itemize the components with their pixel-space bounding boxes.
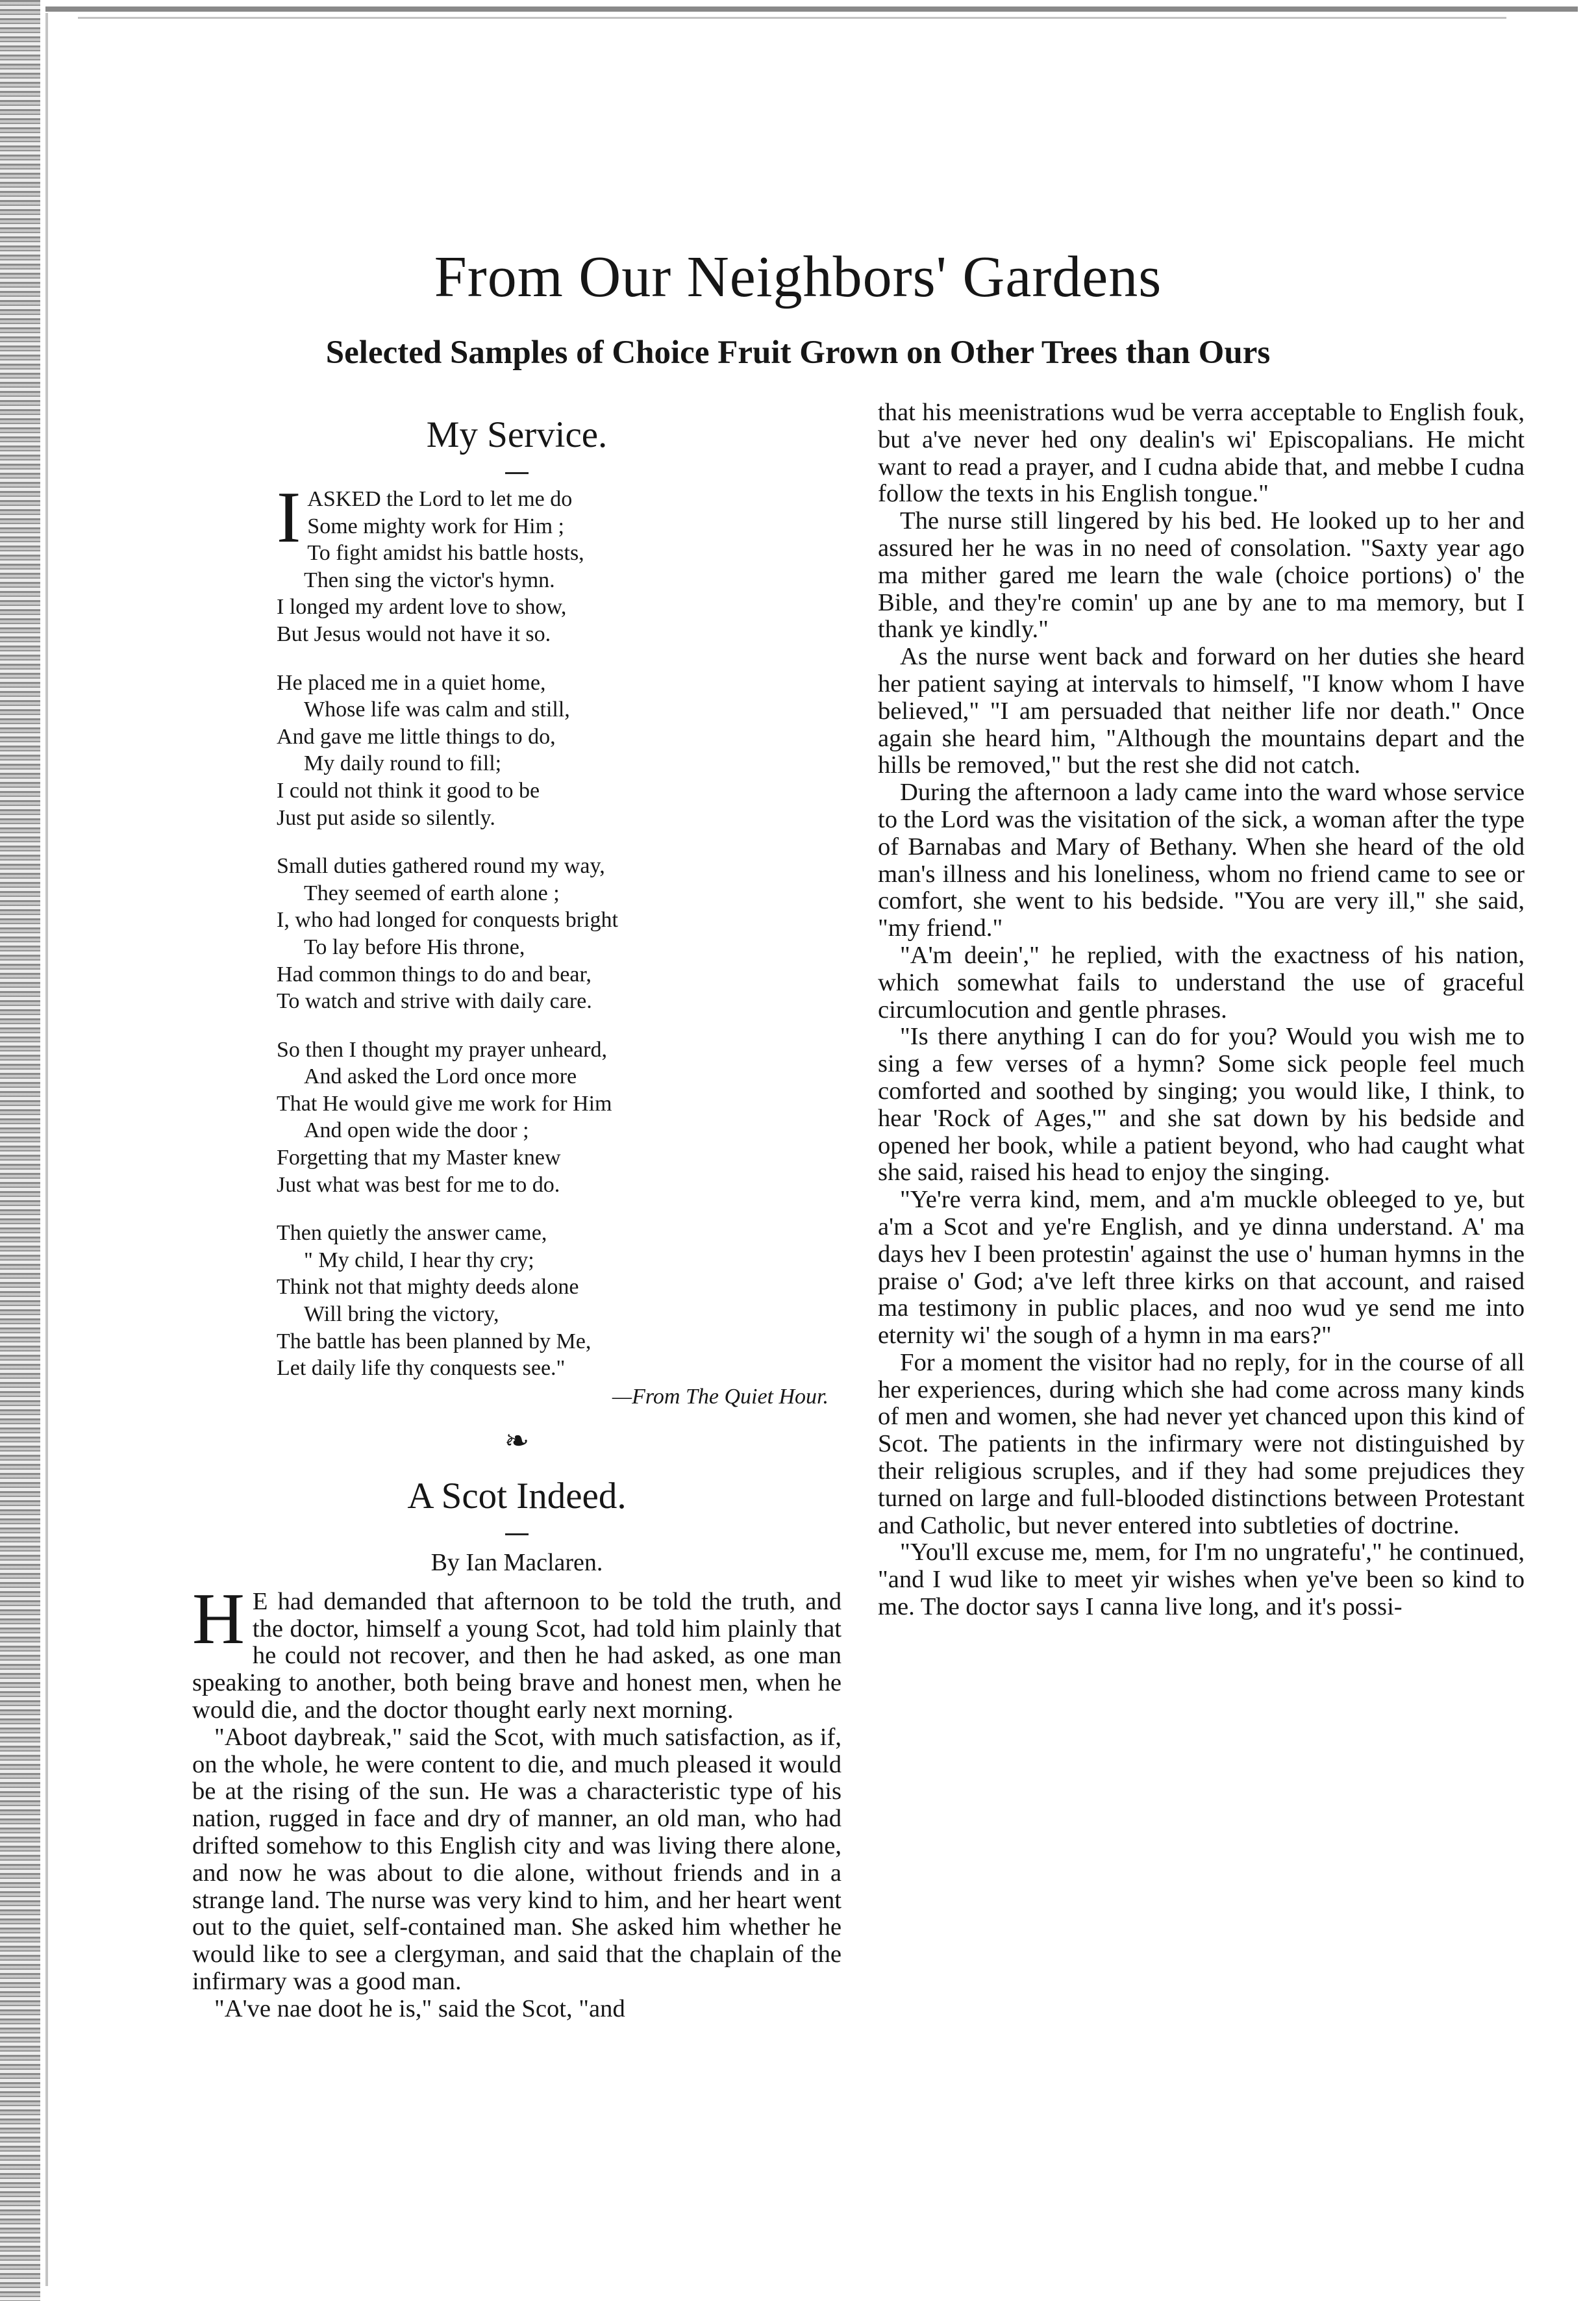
- article-paragraph: "You'll excuse me, mem, for I'm no ungratefu'," he continued, "and I wud like to meet yir wishes when ye've been so kind to me. The doctor says I canna live long, and it's possi-: [878, 1539, 1525, 1621]
- article-byline: By Ian Maclaren.: [430, 1548, 603, 1576]
- poem-line: Whose life was calm and still,: [304, 698, 570, 722]
- article-paragraph: During the afternoon a lady came into the ward whose service to the Lord was the visitation of the sick, a woman after the type of Barnabas and Mary of Bethany. When she heard of the old man's illness and his loneliness, whom no friend came to see or comfort, she went to his bedside. "You are very ill," she said, "my friend.": [878, 779, 1525, 942]
- poem-line: So then I thought my prayer unheard,: [277, 1037, 607, 1062]
- heading-rule: [505, 472, 529, 474]
- poem-line: But Jesus would not have it so.: [277, 622, 551, 646]
- poem-line: Let daily life thy conquests see.": [277, 1356, 566, 1381]
- article-heading: A Scot Indeed.: [407, 1475, 627, 1516]
- poem-line: And open wide the door ;: [304, 1118, 529, 1143]
- heading-rule: [505, 1533, 529, 1535]
- poem-line: He placed me in a quiet home,: [277, 670, 546, 695]
- poem-line: They seemed of earth alone ;: [304, 881, 560, 905]
- right-column: [878, 399, 1525, 1621]
- poem-stanza: [277, 670, 842, 832]
- article-paragraph: "Ye're verra kind, mem, and a'm muckle obleeged to ye, but a'm a Scot and ye're English, and ye dinna understand. A' ma days hev I been protestin' against the use o' human hymns in the praise o' God; a've left three kirks on that account, and raised ma testimony in public places, and noo wud ye send me into eternity wi' the sough of a hymn in ma ears?": [878, 1186, 1525, 1350]
- poem-line: Just what was best for me to do.: [277, 1172, 560, 1197]
- poem-line: To watch and strive with daily care.: [277, 989, 592, 1014]
- poem-line: IASKED the Lord to let me do: [277, 477, 573, 558]
- poem-line: That He would give me work for Him: [277, 1091, 612, 1116]
- poem-stanza: [277, 477, 842, 648]
- page-subtitle: Selected Samples of Choice Fruit Grown on Other Trees than Ours: [325, 334, 1271, 371]
- poem-line: I could not think it good to be: [277, 778, 540, 803]
- poem-stanza: [277, 1037, 842, 1199]
- poem-line: To lay before His throne,: [304, 935, 525, 959]
- article-paragraph: "Is there anything I can do for you? Would you wish me to sing a few verses of a hymn? Some sick people feel much comforted and soothed by singing; you would like, I think, to hear 'Rock of Ages,'" and she sat down by his bedside and opened her book, while a patient beyond, who had caught what she said, raised his head to enjoy the singing.: [878, 1023, 1525, 1187]
- poem-line: Small duties gathered round my way,: [277, 854, 605, 879]
- poem-attribution: —From The Quiet Hour.: [612, 1384, 829, 1409]
- poem-line: Had common things to do and bear,: [277, 962, 592, 987]
- poem-line: To fight amidst his battle hosts,: [307, 541, 584, 566]
- poem-line: My daily round to fill;: [304, 751, 502, 776]
- poem-line: Think not that mighty deeds alone: [277, 1275, 579, 1300]
- article-paragraph: "Aboot daybreak," said the Scot, with much satisfaction, as if, on the whole, he were content to die, and much pleased it would be at the rising of the sun. He was a characteristic type of his nation, rugged in face and dry of manner, an old man, who had drifted somehow to this English city and was living there alone, and now he was about to die alone, without friends and in a strange land. The nurse was very kind to him, and her heart went out to the quiet, self-contained man. She asked him whether he would like to see a clergyman, and said that the chaplain of the infirmary was a good man.: [192, 1723, 842, 1995]
- article-paragraph: As the nurse went back and forward on her duties she heard her patient saying at intervals to himself, "I know whom I have believed," "I am persuaded that neither life nor death." Once again she heard him, "Although the mountains depart and the hills be removed," but the rest she did not catch.: [878, 643, 1525, 779]
- poem-line: Then sing the victor's hymn.: [304, 568, 555, 592]
- poem-line: And asked the Lord once more: [304, 1064, 577, 1089]
- poem-stanza: [277, 1220, 842, 1382]
- article-paragraph: For a moment the visitor had no reply, for in the course of all her experiences, during which she had come across many kinds of men and women, she had never yet chanced upon this kind of Scot. The patients in the infirmary were not distinguished by their religious scruples, and if they had some prejudices they turned on large and full-blooded distinctions between Protestant and Catholic, but never entered into subtleties of doctrine.: [878, 1348, 1525, 1539]
- top-rule-secondary: [78, 17, 1506, 19]
- fleuron-ornament-icon: ❧: [504, 1424, 530, 1457]
- poem-heading: My Service.: [426, 414, 608, 455]
- article-paragraph: that his meenistrations wud be verra acceptable to English fouk, but a've never hed ony dealin's wi' Episcopalians. He micht want to read a prayer, and I cudna abide that, and mebbe I cudna follow the texts in his English tongue.": [878, 399, 1525, 508]
- left-column: [192, 399, 842, 2023]
- poem-line: Some mighty work for Him ;: [307, 514, 564, 538]
- poem-line: Then quietly the answer came,: [277, 1221, 547, 1246]
- poem-line: " My child, I hear thy cry;: [304, 1248, 534, 1272]
- poem-line: I, who had longed for conquests bright: [277, 908, 618, 933]
- poem-stanza: [277, 853, 842, 1015]
- poem-line: Forgetting that my Master knew: [277, 1146, 561, 1170]
- article-paragraph: The nurse still lingered by his bed. He looked up to her and assured her he was in no need of consolation. "Saxty year ago ma mither gared me learn the wale (choice portions) o' the Bible, and they're comin' up ane by ane to ma memory, but I thank ye kindly.": [878, 507, 1525, 644]
- poem-line: Will bring the victory,: [304, 1302, 499, 1327]
- poem-line: I longed my ardent love to show,: [277, 595, 567, 620]
- article-paragraph: HE had demanded that afternoon to be told the truth, and the doctor, himself a young Scot, had told him plainly that he could not recover, and then he had asked, as one man speaking to another, both being brave and honest men, when he would die, and the doctor thought early next morning.: [192, 1578, 842, 1724]
- article-paragraph: "A'm deein'," he replied, with the exactness of his nation, which somewhat fails to understand the use of graceful circumlocution and gentle phrases.: [878, 941, 1525, 1024]
- poem-line: The battle has been planned by Me,: [277, 1329, 592, 1353]
- article-paragraph: "A've nae doot he is," said the Scot, "and: [214, 1994, 625, 2022]
- poem: [277, 477, 842, 1382]
- poem-line: And gave me little things to do,: [277, 724, 556, 749]
- page-title: From Our Neighbors' Gardens: [434, 245, 1162, 309]
- top-rule: [45, 6, 1578, 12]
- poem-line: Just put aside so silently.: [277, 805, 495, 830]
